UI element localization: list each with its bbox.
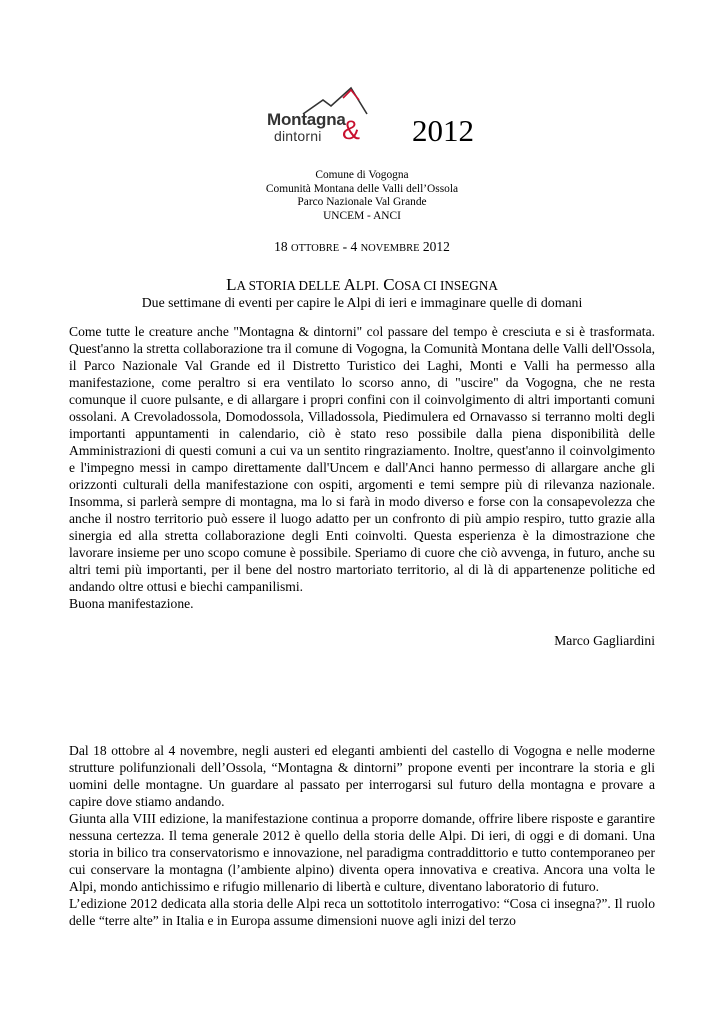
end-month: NOVEMBRE [360, 243, 420, 254]
body-paragraph: L’edizione 2012 dedicata alla storia delle Alpi reca un sottotitolo interrogativo: “Cosa ci insegna?”. Il ruolo delle “terre alte” in Italia e in Europa assume dimensioni nuove agli inizi del terzo [69, 896, 655, 928]
page-subtitle: Due settimane di eventi per capire le Alpi di ieri e immaginare quelle di domani [141, 295, 583, 310]
body-section [69, 742, 655, 929]
edition-year: 2012 [412, 113, 474, 148]
end-day: 4 [350, 239, 358, 254]
organizer-line: Comune di Vogogna [315, 169, 409, 181]
logo-word-dintorni: dintorni [274, 128, 322, 144]
title-initial: L [226, 275, 237, 294]
organizer-line: Parco Nazionale Val Grande [297, 196, 427, 209]
title-text: LPI. [355, 278, 379, 293]
title-text: A STORIA DELLE [236, 278, 341, 293]
logo-ampersand: & [342, 115, 361, 145]
title-text: OSA CI INSEGNA [394, 278, 498, 293]
intro-section [69, 323, 655, 612]
body-paragraph: Giunta alla VIII edizione, la manifestazione continua a proporre domande, offrire libere risposte e garantire nessuna certezza. Il tema generale 2012 è quello della storia delle Alpi. Di ieri, di oggi e di domani. Una storia in bilico tra conservatorismo e innovazione, nel paradigma contraddittorio e tutto contemporaneo per cui conservare la montagna (l’ambiente alpino) diventa opera innovativa e creativa. Ancora una volta le Alpi, mondo antichissimo e rifugio millenario di libertà e culture, diventano laboratorio di futuro. [69, 811, 655, 894]
page-title [0, 275, 724, 296]
start-month: OTTOBRE [290, 243, 340, 254]
logo-word-montagna: Montagna [267, 110, 346, 129]
author-signature: Marco Gagliardini [554, 633, 655, 648]
title-initial: A [343, 275, 356, 294]
montagna-dintorni-logo [255, 84, 415, 150]
organizer-line: UNCEM - ANCI [323, 209, 401, 222]
organizers-list [0, 169, 724, 223]
event-dates [0, 239, 724, 257]
organizer-line: Comunità Montana delle Valli dell’Ossola [265, 182, 459, 195]
start-day: 18 [274, 239, 288, 254]
body-paragraph: Dal 18 ottobre al 4 novembre, negli austeri ed eleganti ambienti del castello di Vogogna e nelle moderne strutture polifunzionali dell’Ossola, “Montagna & dintorni” propone eventi per incontrare la storia e gli uomini delle montagne. Un guardare al passato per interrogarsi sul futuro della montagna e provare a capire dove stiamo andando. [69, 743, 655, 809]
intro-paragraph: Come tutte le creature anche "Montagna & dintorni" col passare del tempo è cresciuta e si è trasformata. Quest'anno la stretta collaborazione tra il comune di Vogogna, la Comunità Montana delle Valli dell'Ossola, il Parco Nazionale Val Grande ed il Distretto Turistico dei Laghi, Monti e Valli ha permesso alla manifestazione, come peraltro si era ventilato lo scorso anno, di "uscire" da Vogogna, che ne resta comunque il cuore pulsante, e di allargare i propri confini con il coinvolgimento di altri importanti comuni ossolani. A Crevoladossola, Domodossola, Villadossola, Piedimulera ed Ornavasso si terranno molti degli importanti appuntamenti in calendario, ciò è stato reso possibile dalla piena disponibilità delle Amministrazioni di questi comuni a cui va un sentito ringraziamento. Inoltre, quest'anno il coinvolgimento e l'impegno messi in campo direttamente dall'Uncem e dall'Anci hanno permesso di allargare anche gli orizzonti culturali della manifestazione con ospiti, argomenti e temi sempre più di rilevanza nazionale. Insomma, si parlerà sempre di montagna, ma lo si farà in modo diverso e forse con la consapevolezza che anche il nostro territorio può essere il luogo adatto per un confronto di più ampio respiro, tutto grazie alla sinergia ed alla stretta collaborazione degli Enti coinvolti. Questa esperienza è la dimostrazione che lavorare insieme per uno scopo comune è possibile. Speriamo di cuore che ciò avvenga, in futuro, anche su altri temi più importanti, per il bene del nostro martoriato territorio, al di là di appartenenze politiche ed andando oltre ottusi e biechi campanilismi. [69, 324, 655, 594]
closing-line: Buona manifestazione. [69, 596, 194, 611]
date-separator: - [342, 239, 348, 254]
title-initial: C [383, 275, 395, 294]
dates-year: 2012 [422, 239, 450, 254]
